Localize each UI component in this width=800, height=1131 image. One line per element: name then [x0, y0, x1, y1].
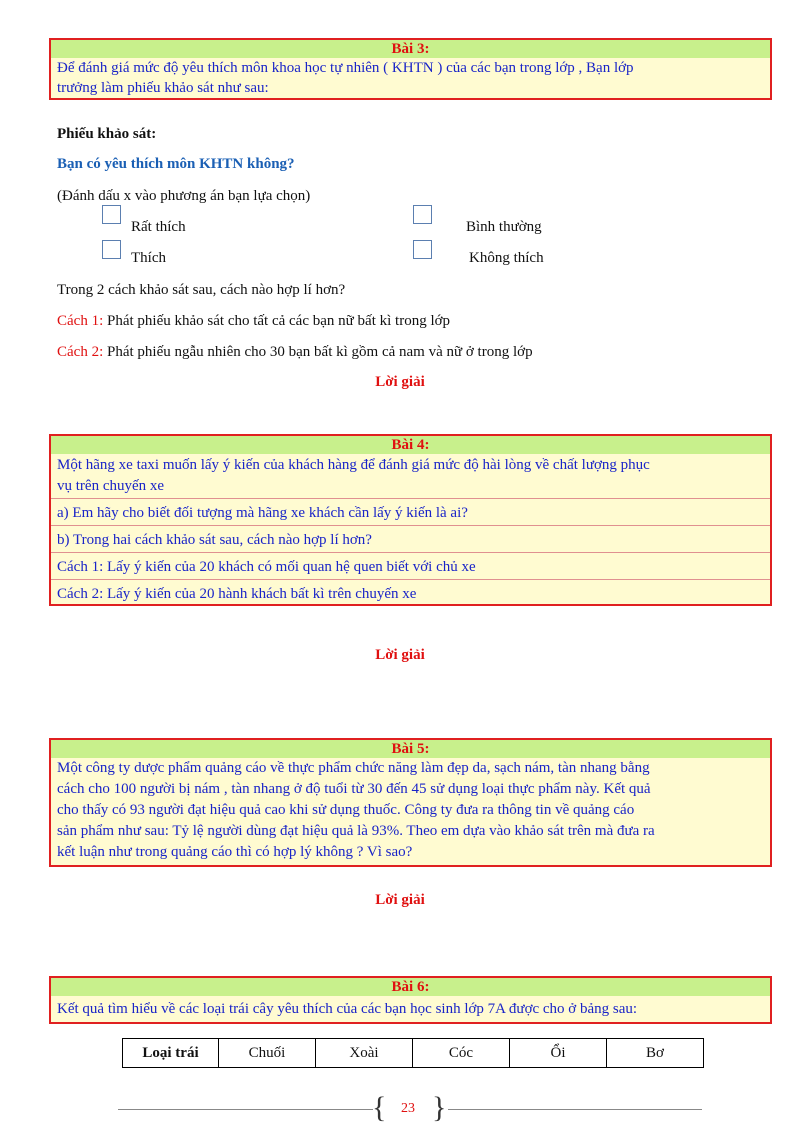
bai3-line: trưởng làm phiếu khảo sát như sau: [57, 80, 269, 96]
table-header-cell: Loại trái [123, 1039, 219, 1068]
solution-heading: Lời giải [375, 647, 425, 663]
checkbox-binh-thuong[interactable] [413, 205, 432, 224]
table-header-cell: Xoài [316, 1039, 413, 1068]
survey-question: Bạn có yêu thích môn KHTN không? [57, 156, 295, 172]
option-label: Không thích [469, 250, 544, 266]
table-header-cell: Chuối [219, 1039, 316, 1068]
bai4-body [51, 454, 770, 604]
option-label: Thích [131, 250, 166, 266]
cach1-label: Cách 1: [57, 313, 104, 329]
bai5-line: Một công ty dược phẩm quảng cáo về thực phẩm chức năng làm đẹp da, sạch nám, tàn nhang bằng [57, 760, 650, 776]
solution-heading: Lời giải [375, 892, 425, 908]
footer-brace-right-icon: } [432, 1091, 447, 1124]
bai3-title: Bài 3: [51, 40, 770, 58]
bai6-title: Bài 6: [51, 978, 770, 996]
page-number: 23 [401, 1101, 415, 1116]
bai5-box [49, 738, 772, 867]
survey-heading: Phiếu khảo sát: [57, 126, 157, 142]
option-label: Rất thích [131, 219, 186, 235]
bai5-title: Bài 5: [51, 740, 770, 758]
bai5-body [51, 758, 770, 865]
fruit-table [122, 1038, 704, 1068]
bai4-line: b) Trong hai cách khảo sát sau, cách nào hợp lí hơn? [57, 532, 372, 548]
option-label: Bình thường [466, 219, 542, 235]
bai5-line: cách cho 100 người bị nám , tàn nhang ở độ tuổi từ 30 đến 45 sử dụng loại thực phẩm này. Kết quả [57, 781, 651, 797]
bai4-line: a) Em hãy cho biết đối tượng mà hãng xe khách cần lấy ý kiến là ai? [57, 505, 468, 521]
table-header-cell: Cóc [413, 1039, 510, 1068]
bai3-body [51, 58, 770, 98]
cach2-label: Cách 2: [57, 344, 104, 360]
bai3-line: Để đánh giá mức độ yêu thích môn khoa học tự nhiên ( KHTN ) của các bạn trong lớp , Bạn lớp [57, 60, 634, 76]
cach1-text: Phát phiếu khảo sát cho tất cả các bạn nữ bất kì trong lớp [103, 313, 451, 329]
bai3-box [49, 38, 772, 100]
solution-heading: Lời giải [375, 374, 425, 390]
footer-rule-right [448, 1109, 702, 1110]
bai4-line: Cách 2: Lấy ý kiến của 20 hành khách bất kì trên chuyến xe [57, 586, 417, 602]
survey-prompt: Trong 2 cách khảo sát sau, cách nào hợp lí hơn? [57, 282, 346, 298]
bai5-line: kết luận như trong quảng cáo thì có hợp lý không ? Vì sao? [57, 844, 413, 860]
table-header-cell: Ổi [510, 1039, 607, 1068]
checkbox-thich[interactable] [102, 240, 121, 259]
divider [51, 552, 770, 553]
checkbox-khong-thich[interactable] [413, 240, 432, 259]
divider [51, 579, 770, 580]
bai6-box [49, 976, 772, 1024]
bai4-box [49, 434, 772, 606]
bai5-line: cho thấy có 93 người đạt hiệu quả cao khi sử dụng thuốc. Công ty đưa ra thông tin về quảng cáo [57, 802, 635, 818]
checkbox-rat-thich[interactable] [102, 205, 121, 224]
bai4-line: Một hãng xe taxi muốn lấy ý kiến của khách hàng để đánh giá mức độ hài lòng về chất lượng phục [57, 457, 650, 473]
cach2-text: Phát phiếu ngẫu nhiên cho 30 bạn bất kì gồm cả nam và nữ ở trong lớp [103, 344, 533, 360]
bai4-title: Bài 4: [51, 436, 770, 454]
table-row [123, 1039, 704, 1068]
survey-cach2 [57, 342, 533, 362]
table-header-cell: Bơ [607, 1039, 704, 1068]
footer-rule-left [118, 1109, 373, 1110]
bai4-line: vụ trên chuyến xe [57, 478, 165, 494]
bai5-line: sản phẩm như sau: Tỷ lệ người dùng đạt hiệu quả là 93%. Theo em dựa vào khảo sát trên mà đưa ra [57, 823, 655, 839]
bai6-line: Kết quả tìm hiểu về các loại trái cây yêu thích của các bạn học sinh lớp 7A được cho ở bảng sau: [57, 1001, 638, 1017]
bai6-body [51, 996, 770, 1022]
survey-instruction: (Đánh dấu x vào phương án bạn lựa chọn) [57, 188, 311, 204]
bai4-line: Cách 1: Lấy ý kiến của 20 khách có mối quan hệ quen biết với chủ xe [57, 559, 476, 575]
survey-cach1 [57, 311, 450, 331]
footer-brace-left-icon: { [372, 1091, 387, 1124]
divider [51, 498, 770, 499]
divider [51, 525, 770, 526]
